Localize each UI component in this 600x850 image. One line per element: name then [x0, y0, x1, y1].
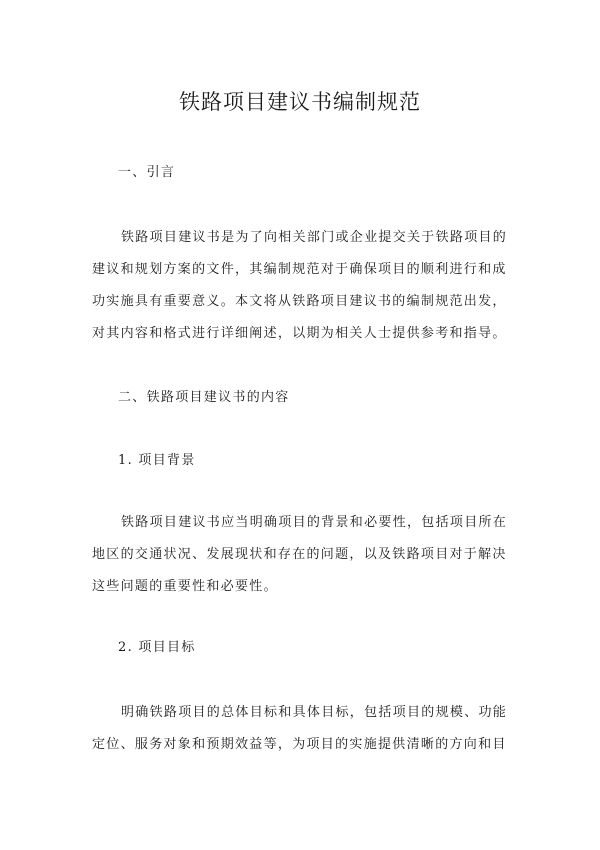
paragraph-line: 铁路项目建议书是为了向相关部门或企业提交关于铁路项目的 — [121, 230, 508, 245]
section-heading-contents: 二、铁路项目建议书的内容 — [118, 390, 290, 405]
paragraph-line: 地区的交通状况、发展现状和存在的问题，以及铁路项目对于解决 — [92, 547, 507, 562]
subsection-heading-background: 1. 项目背景 — [118, 453, 196, 468]
document-title: 铁路项目建议书编制规范 — [179, 90, 421, 114]
paragraph-line: 功实施具有重要意义。本文将从铁路项目建议书的编制规范出发， — [92, 294, 507, 309]
subsection-heading-objectives: 2. 项目目标 — [118, 640, 196, 655]
paragraph-line: 这些问题的重要性和必要性。 — [92, 579, 278, 594]
paragraph-line: 建议和规划方案的文件，其编制规范对于确保项目的顺利进行和成 — [92, 262, 507, 277]
paragraph-line: 明确铁路项目的总体目标和具体目标，包括项目的规模、功能 — [121, 705, 508, 720]
paragraph-line: 铁路项目建议书应当明确项目的背景和必要性，包括项目所在 — [121, 515, 508, 530]
section-heading-introduction: 一、引言 — [118, 165, 176, 180]
paragraph-line: 定位、服务对象和预期效益等，为项目的实施提供清晰的方向和目 — [92, 737, 507, 752]
paragraph-line: 对其内容和格式进行详细阐述，以期为相关人士提供参考和指导。 — [92, 326, 507, 341]
